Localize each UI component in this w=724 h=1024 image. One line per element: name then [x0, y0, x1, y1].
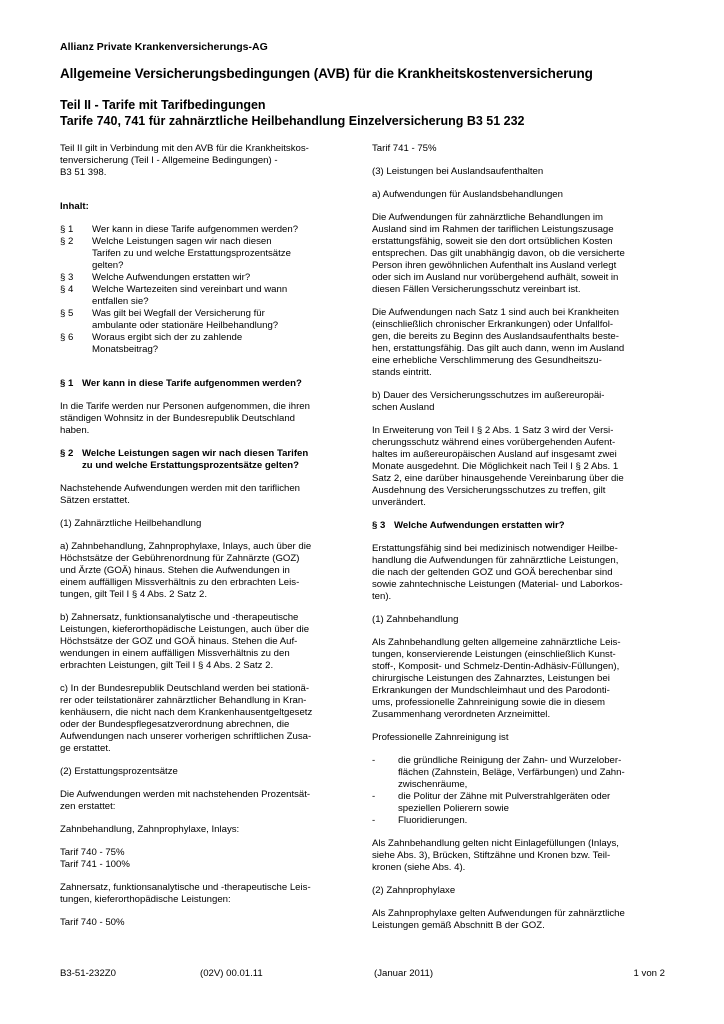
auslandsbehandlung-paragraph-2: Die Aufwendungen nach Satz 1 sind auch bei Krankheiten (einschließlich chronischer Erkrankungen) oder Unfallfol- gen, die bereits zu Beginn des Auslandsaufenthalts beste- hen, erstattungsfähig. Das gilt auch dann, wenn im Ausland eine erhebliche Verschlimmerung des Gesundheitszu- stands eintritt. — [372, 307, 625, 378]
section-3-subheading-1: (1) Zahnbehandlung — [372, 614, 459, 625]
toc-numbers: § 1 § 2 § 3 § 4 § 5 § 6 — [60, 224, 74, 343]
part-line-1: Teil II - Tarife mit Tarifbedingungen — [60, 98, 266, 112]
section-2-subheading-2: (2) Erstattungsprozentsätze — [60, 766, 178, 777]
section-1-number: § 1 — [60, 378, 74, 389]
footer-date: (Januar 2011) — [374, 968, 434, 979]
auslandsbehandlung-paragraph-1: Die Aufwendungen für zahnärztliche Behandlungen im Ausland sind im Rahmen der tariflichen Leistungszusage erstattungsfähig, soweit sie den dort ortsüblichen Kosten entsprechen. Das gilt unabhängig davon, ob die versicherte Person ihren gewöhnlichen Aufenthalt ins Ausland verlegt oder sich im Ausland nur vorübergehend aufhält, soweit in diesen Fällen Versicherungsschutz vereinbart ist. — [372, 212, 625, 295]
inhalt-heading: Inhalt: — [60, 201, 89, 212]
zahnbehandlung-label: Zahnbehandlung, Zahnprophylaxe, Inlays: — [60, 824, 240, 835]
section-3-title: Welche Aufwendungen erstatten wir? — [394, 520, 565, 531]
zahnprophylaxe-definition: Als Zahnprophylaxe gelten Aufwendungen für zahnärztliche Leistungen gemäß Abschnitt B der GOZ. — [372, 908, 625, 931]
zahnersatz-label: Zahnersatz, funktionsanalytische und -therapeutische Leis- tungen, kieferorthopädische Leistungen: — [60, 882, 311, 905]
zahnreinigung-intro: Professionelle Zahnreinigung ist — [372, 732, 509, 743]
footer-form-code: B3-51-232Z0 — [60, 968, 116, 979]
section-3-subheading-2: (2) Zahnprophylaxe — [372, 885, 456, 896]
footer-page-number: 1 von 2 — [633, 968, 665, 979]
dauer-title: b) Dauer des Versicherungsschutzes im außereuropäi- schen Ausland — [372, 390, 605, 413]
section-2-item-a: a) Zahnbehandlung, Zahnprophylaxe, Inlays, auch über die Höchstsätze der Gebührenordnung für Zahnärzte (GOZ) und Ärzte (GOÄ) hinaus. Stehen die Aufwendungen in einem auffälligen Missverhältnis zu den erbrachten Leis- tungen, gilt Teil I § 4 Abs. 2 Satz 2. — [60, 541, 312, 600]
section-2-heading — [60, 448, 356, 472]
zahnersatz-rate-741: Tarif 741 - 75% — [372, 143, 437, 154]
section-2-title: Welche Leistungen sagen wir nach diesen Tarifen zu und welche Erstattungsprozentsätze gelten? — [82, 448, 309, 471]
section-2-item-c: c) In der Bundesrepublik Deutschland werden bei stationä- rer oder teilstationärer zahnärztlicher Behandlung in Kran- kenhäusern, die nicht nach dem Krankenhausentgeltgesetz oder der Bundespflegesatzverordnung abrechnen, die Aufwendungen nach unserer vorherigen schriftlichen Zusa- ge erstattet. — [60, 683, 313, 754]
zahnersatz-rate-740: Tarif 740 - 50% — [60, 917, 125, 928]
section-1-title: Wer kann in diese Tarife aufgenommen werden? — [82, 378, 302, 389]
zahnbehandlung-exclusions: Als Zahnbehandlung gelten nicht Einlagefüllungen (Inlays, siehe Abs. 3), Brücken, Stiftzähne und Kronen bzw. Teil- kronen (siehe Abs. 4). — [372, 838, 619, 873]
part-heading — [60, 97, 525, 129]
section-2-subheading-1: (1) Zahnärztliche Heilbehandlung — [60, 518, 202, 529]
company-name: Allianz Private Krankenversicherungs-AG — [60, 41, 268, 53]
footer-version: (02V) 00.01.11 — [200, 968, 263, 979]
section-2-rates-intro: Die Aufwendungen werden mit nachstehenden Prozentsät- zen erstattet: — [60, 789, 311, 812]
list-dashes: - - - — [372, 755, 376, 826]
section-2-number: § 2 — [60, 448, 74, 459]
toc-entries: Wer kann in diese Tarife aufgenommen werden? Welche Leistungen sagen wir nach diesen Tarifen zu und welche Erstattungsprozentsätze gelten? Welche Aufwendungen erstatten wir? Welche Wartezeiten sind vereinbart und wann entfallen sie? Was gilt bei Wegfall der Versicherung für ambulante oder stationäre Heilbehandlung? Woraus ergibt sich der zu zahlende Monatsbeitrag? — [92, 224, 299, 355]
dauer-paragraph: In Erweiterung von Teil I § 2 Abs. 1 Satz 3 wird der Versi- cherungsschutz während eines vorübergehenden Aufent- haltes im außereuropäischen Ausland auf insgesamt zwei Monate ausgedehnt. Die Möglichkeit nach Teil I § 2 Abs. 1 Satz 2, eine darüber hinausgehende Vereinbarung über die Ausdehnung des Versicherungsschutzes zu treffen, gilt unverändert. — [372, 425, 624, 508]
auslandsbehandlung-title: a) Aufwendungen für Auslandsbehandlungen — [372, 189, 563, 200]
section-2-item-b: b) Zahnersatz, funktionsanalytische und -therapeutische Leistungen, kieferorthopädische Leistungen, auch über die Höchstsätze der GOZ und GOÄ hinaus. Stehen die Auf- wendungen in einem auffälligen Missverhältnis zu den erbrachten Leistungen, gilt Teil I § 4 Abs. 2 Satz 2. — [60, 612, 310, 671]
zahnbehandlung-rates: Tarif 740 - 75% Tarif 741 - 100% — [60, 847, 130, 870]
section-1-heading — [60, 378, 356, 390]
section-2-subheading-3: (3) Leistungen bei Auslandsaufenthalten — [372, 166, 544, 177]
section-2-intro: Nachstehende Aufwendungen werden mit den tariflichen Sätzen erstattet. — [60, 483, 301, 506]
section-3-number: § 3 — [372, 520, 386, 531]
list-items: die gründliche Reinigung der Zahn- und Wurzelober- flächen (Zahnstein, Beläge, Verfärbungen) und Zahn- zwischenräume, die Politur der Zähne mit Pulverstrahlgeräten oder speziellen Polierern sowie Fluoridierungen. — [398, 755, 625, 826]
intro-paragraph: Teil II gilt in Verbindung mit den AVB für die Krankheitskos- tenversicherung (Teil I - Allgemeine Bedingungen) - B3 51 398. — [60, 143, 309, 178]
document-title: Allgemeine Versicherungsbedingungen (AVB) für die Krankheitskostenversicherung — [60, 66, 593, 81]
left-column — [60, 143, 356, 940]
section-3-heading — [372, 520, 672, 532]
zahnbehandlung-definition: Als Zahnbehandlung gelten allgemeine zahnärztliche Leis- tungen, konservierende Leistungen (einschließlich Kunst- stoff-, Komposit- und Schmelz-Dentin-Adhäsiv-Füllungen), chirurgische Leistungen des Zahnarztes, Leistungen bei Erkrankungen der Mundschleimhaut und des Parodonti- ums, professionelle Zahnreinigung sowie die in diesem Zusammenhang verordneten Arzneimittel. — [372, 637, 621, 720]
part-line-2: Tarife 740, 741 für zahnärztliche Heilbehandlung Einzelversicherung B3 51 232 — [60, 114, 525, 128]
section-3-intro: Erstattungsfähig sind bei medizinisch notwendiger Heilbe- handlung die Aufwendungen für zahnärztliche Leistungen, die nach der geltenden GOZ und GOÄ berechenbar sind sowie zahntechnische Leistungen (Material- und Laborkos- ten). — [372, 543, 623, 602]
table-of-contents — [60, 224, 356, 356]
section-1-text: In die Tarife werden nur Personen aufgenommen, die ihren ständigen Wohnsitz in der Bundesrepublik Deutschland haben. — [60, 401, 310, 436]
right-column — [372, 143, 672, 943]
zahnreinigung-list — [372, 755, 672, 827]
